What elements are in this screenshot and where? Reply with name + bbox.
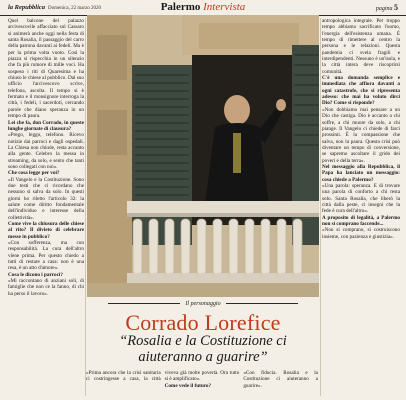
interview-question: C'è una domanda semplice e immediata che affiora davanti a ogni catastrofe, che si ripresenta adesso: che mai ha voluto dirci Dio? Come si risponde? bbox=[322, 75, 400, 107]
newspaper-logo: la Repubblica bbox=[8, 4, 46, 11]
interview-paragraph: «Il Vangelo e la Costituzione. Sono due testi che ci ricordano che nessuno si salva da solo. In questi giorni ho riletto l'articolo 32: la salute come diritto fondamentale dell'individuo e interesse della collettività». bbox=[8, 176, 84, 221]
article-column-middle bbox=[86, 370, 318, 398]
interview-paragraph: «Mi raccontano di anziani soli, di famiglie che non ce la fanno, di chi ha perso il lavoro». bbox=[8, 278, 84, 297]
interview-question: A proposito di legalità, a Palermo non si comprano faccende... bbox=[322, 214, 400, 227]
interview-paragraph: «Con fiducia. Rosalia e la Costituzione ci aiuteranno a guarire». bbox=[243, 370, 318, 389]
headline-quote: “Rosalia e la Costituzione ci aiuteranno a guarire” bbox=[119, 333, 287, 365]
interview-paragraph: «Non dobbiamo mai pensare a un Dio che castiga. Dio è accanto a chi soffre, a chi muore da solo, a chi piange. Il Vangelo ci chiede di farci prossimi. È la compassione che salva, non la paura. Questa crisi può diventare un tempo di conversione, se sapremo ascoltare il grido dei poveri e della terra». bbox=[322, 106, 400, 164]
interview-paragraph: «Non si comprano, si costruiscono insieme, con pazienza e giustizia». bbox=[322, 227, 400, 240]
interview-question: Che cosa legge per voi? bbox=[8, 170, 60, 177]
page-number: 5 bbox=[394, 3, 398, 12]
section-heading bbox=[0, 1, 406, 13]
issue-date: Domenica, 22 marzo 2020 bbox=[48, 6, 102, 11]
column-divider bbox=[320, 18, 321, 396]
article-column-right bbox=[322, 18, 400, 396]
interviewee-name: Corrado Lorefice bbox=[125, 310, 281, 335]
interview-paragraph: «Prego, leggo, telefono. Ricevo notizie dai parroci e dagli ospedali. La Chiesa non chiude, resta accanto alla gente. Celebro la messa in streaming, da solo, e sento che tanti sono collegati con noi». bbox=[8, 132, 84, 170]
interview-paragraph: antropologica integrale. Per troppo tempo abbiamo sacrificato l'uomo, l'energia dell'esistenza umana. È tempo di rimettere al centro la persona e le relazioni. Questa pandemia ci svela fragili e interdipendenti. Nessuno è un'isola, e la città intera deve riscoprirsi comunità. bbox=[322, 18, 400, 75]
interview-question: Lei che fa, don Corrado, in queste lunghe giornate di clausura? bbox=[8, 119, 84, 132]
interview-paragraph: «Una parola: speranza. E di trovare una parola di conforto a chi resta solo. Santa Rosalia, che liberò la città dalla peste, ci insegni che la fede è cura dell'altro». bbox=[322, 182, 400, 215]
page-label: pagina bbox=[375, 6, 393, 12]
interview-paragraph: Quel balcone del palazzo arcivescovile affacciato sul Cassaro si animerà anche oggi nella festa di santa Rosalia, il passaggio del carro della patrona davanti ai fedeli. Ma è per la prima volta vuoto. Così la piazza si rispecchia in un silenzio che fa più rumore di mille voci. Ha sospeso i riti di Quaresima e ha chiuso le chiese al pubblico. Dal suo ufficio l'arcivescovo scrive, telefona, ascolta. Il tempo si è fermato e il monsignore interroga la città, i fedeli, i sacerdoti, cercando parole che diano speranza in un tempo di paura. bbox=[8, 18, 84, 120]
archbishop-window-illustration bbox=[87, 15, 319, 297]
interview-question: Come vive la chiusura delle chiese al rito? Il divieto di celebrare messe in pubblico? bbox=[8, 221, 84, 240]
page-header bbox=[0, 0, 406, 16]
interview-paragraph: «Con sofferenza, ma con responsabilità. La cura dell'altro viene prima. Per questo chiedo a tutti di restare a casa: non è una resa, è un atto d'amore». bbox=[8, 240, 84, 272]
interview-question: Cosa le dicono i parroci? bbox=[8, 271, 63, 278]
interview-question: Come vede il futuro? bbox=[164, 382, 212, 389]
section-label: Intervista bbox=[203, 1, 246, 13]
interview-question: Nel messaggio alla Repubblica, il Papa ha lanciato un messaggio: cosa chiede a Palermo? bbox=[322, 163, 400, 183]
page-number-block bbox=[376, 3, 398, 12]
article-kicker: Il personaggio bbox=[86, 301, 320, 307]
city-label: Palermo bbox=[160, 1, 201, 13]
article-column-left bbox=[8, 18, 84, 396]
article-photo bbox=[87, 15, 319, 297]
interview-paragraph: «Prima ancora che la crisi sanitaria ci costringesse a casa, la città viveva già molte povertà. Ora tutto si è amplificato». bbox=[86, 370, 240, 383]
